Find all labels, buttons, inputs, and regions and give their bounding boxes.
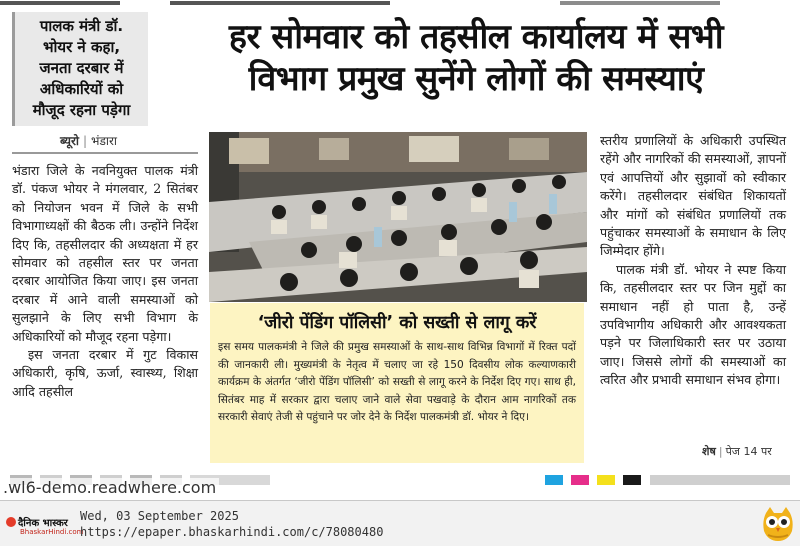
side-headline-line: पालक मंत्री डॉ. [39,17,124,35]
side-headline-line: अधिकारियों को [39,80,124,98]
owl-mascot-icon [760,505,796,543]
footer [0,500,800,546]
bhaskar-logo-icon[interactable] [6,515,84,541]
highlight-box [210,303,584,463]
divider [12,152,198,154]
logo-sub: BhaskarHindi.com [20,528,84,536]
article-paragraph: स्तरीय प्रणालियों के अधिकारी उपस्थित रहेंगे और नागरिकों की समस्याओं, ज्ञापनों एवं आपत्तियों और सुझावों को स्वीकार करेंगे। तहसीलदार संबंधित शिकायतों और मांगों को संबंधित प्रणालियों तक पहुंचाकर समस्याओं के समाधान के लिए जिम्मेदार होंगे। [600,133,786,259]
side-headline-line: मौजूद रहना पड़ेगा [32,101,131,119]
headline-line: विभाग प्रमुख सुनेंगे लोगों की समस्याएं [248,59,704,99]
side-headline [12,12,148,126]
side-headline-line: भोयर ने कहा, [42,38,121,56]
highlight-box-body: इस समय पालकमंत्री ने जिले की प्रमुख समस्याओं के साथ-साथ विभिन्न विभागों में रिक्त पदों की जानकारी ली। मुख्यमंत्री के नेतृत्व में चलाए जा रहे 150 दिवसीय लोक कल्याणकारी कार्यक्रम के अंतर्गत ‘जीरो पेंडिंग पॉलिसी’ को सख्ती से लागू करने के निर्देश दिए गए। साथ ही, सितंबर माह में सरकार द्वारा चलाए जाने वाले सेवा पखवाड़े के दौरान आम नागरिकों तक सरकारी सेवाएं तेजी से पहुंचाने पर जोर देने के निर्देश पालकमंत्री डॉ. भोयर ने दिए। [218,341,576,424]
footer-date: Wed, 03 September 2025 [80,509,239,523]
byline: ब्यूरो | भंडारा [60,134,118,148]
headline-line: हर सोमवार को तहसील कार्यालय में सभी [228,17,724,57]
article-column-left [12,162,198,401]
meeting-hall-photo [209,132,587,302]
article-column-right [600,132,786,390]
watermark: .wl6-demo.readwhere.com [0,478,219,497]
byline-author: ब्यूरो [60,134,79,148]
meeting-hall-photo-image [209,132,587,302]
side-headline-line: जनता दरबार में [39,59,124,77]
highlight-box-title: ‘जीरो पेंडिंग पॉलिसी’ को सख्ती से लागू करें [257,313,537,333]
article-paragraph: भंडारा जिले के नवनियुक्त पालक मंत्री डॉ. पंकज भोयर ने मंगलवार, 2 सितंबर को नियोजन भवन में जिले के सभी विभागाध्यक्षों की बैठक ली। उन्होंने निर्देश दिए कि, तहसीलदार की अध्यक्षता में हर सोमवार को तहसील स्तर पर जनता दरबार आयोजित किया जाए। इस जनता दरबार में आने वाली समस्याओं को सुलझाने के लिए सभी विभाग के अधिकारियों को मौजूद रहना पड़ेगा। [12,163,198,344]
article-paragraph: इस जनता दरबार में गुट विकास अधिकारी, कृषि, ऊर्जा, स्वास्थ्य, शिक्षा आदि तहसील [12,347,198,399]
continued-label: शेष [702,445,716,458]
logo-name: दैनिक भास्कर [18,518,68,529]
byline-place: भंडारा [91,134,118,148]
main-headline [160,16,792,100]
article-paragraph: पालक मंत्री डॉ. भोयर ने स्पष्ट किया कि, तहसीलदार स्तर पर जिन मुद्दों का समाधान नहीं हो पाता है, उन्हें उपविभागीय अधिकारी और आवश्यकता पड़ने पर जिलाधिकारी स्तर पर उठाया जाए। जिससे लोगों की समस्याओं का त्वरित और प्रभावी समाधान संभव होगा। [600,261,786,388]
continued-page: पेज 14 पर [725,445,772,458]
footer-url[interactable]: https://epaper.bhaskarhindi.com/c/78080480 [80,525,384,539]
continued-note: शेष | पेज 14 पर [702,445,772,458]
top-rule [0,0,800,8]
